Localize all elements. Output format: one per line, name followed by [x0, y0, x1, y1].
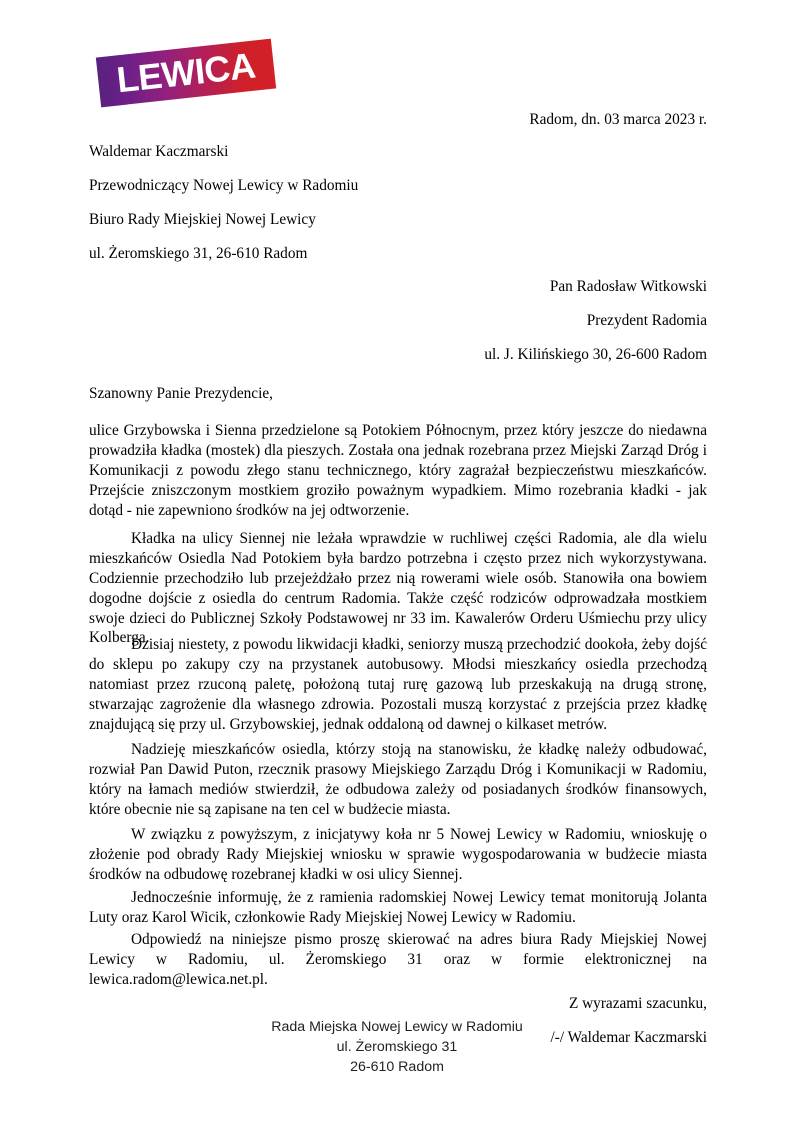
paragraph-5-block	[89, 825, 707, 885]
sender-block	[89, 144, 707, 159]
recipient-role-block	[89, 313, 707, 328]
sender-address-block	[89, 246, 707, 261]
signature-text: /-/ Waldemar Kaczmarski	[550, 1029, 707, 1046]
sender-name: Waldemar Kaczmarski	[89, 143, 229, 160]
paragraph-3-block	[89, 635, 707, 734]
paragraph-3: Dzisiaj niestety, z powodu likwidacji kładki, seniorzy muszą przechodzić dookoła, żeby dojść do sklepu po zakupy czy na przystanek autobusowy. Młodsi mieszkańcy osiedla przechodzą natomiast przez rzuconą paletę, położoną tutaj rurę gazową lub przeskakują na drugą stronę, stwarzając zagrożenie dla własnego zdrowia. Pozostali muszą korzystać z przejścia przez kładkę znajdującą się przy ul. Grzybowskiej, jednak oddaloną od dawnej o kilkaset metrów.	[89, 636, 707, 733]
footer-line-1: Rada Miejska Nowej Lewicy w Radomiu	[271, 1019, 523, 1035]
date-block	[89, 112, 707, 127]
sender-office: Biuro Rady Miejskiej Nowej Lewicy	[89, 211, 316, 228]
recipient-address-block	[89, 347, 707, 362]
footer	[0, 1018, 794, 1078]
paragraph-4: Nadzieję mieszkańców osiedla, którzy stoją na stanowisku, że kładkę należy odbudować, rozwiał Pan Dawid Puton, rzecznik prasowy Miejskiego Zarządu Dróg i Komunikacji w Radomiu, który na łamach mediów stwierdził, że odbudowa zależy od posiadanych środków finansowych, które obecnie nie są zapisane na ten cel w budżecie miasta.	[89, 741, 707, 818]
paragraph-6: Jednocześnie informuję, że z ramienia radomskiej Nowej Lewicy temat monitorują Jolanta Luty oraz Karol Wicik, członkowie Rady Miejskiej Nowej Lewicy w Radomiu.	[89, 889, 707, 926]
sender-role: Przewodniczący Nowej Lewicy w Radomiu	[89, 177, 359, 194]
recipient-role: Prezydent Radomia	[586, 312, 707, 329]
footer-line-2: ul. Żeromskiego 31	[336, 1038, 458, 1055]
logo-wordmark: LEWICA	[114, 44, 258, 101]
paragraph-7-block	[89, 930, 707, 990]
paragraph-7: Odpowiedź na niniejsze pismo proszę skierować na adres biura Rady Miejskiej Nowej Lewicy w Radomiu, ul. Żeromskiego 31 oraz w formie elektronicznej na lewica.radom@lewica.net.pl.	[89, 931, 707, 988]
paragraph-5: W związku z powyższym, z inicjatywy koła nr 5 Nowej Lewicy w Radomiu, wnioskuję o złożenie pod obrady Rady Miejskiej wniosku w sprawie wygospodarowania w budżecie miasta środków na odbudowę rozebranej kładki w osi ulicy Siennej.	[89, 826, 707, 883]
footer-line-3: 26-610 Radom	[350, 1058, 444, 1075]
paragraph-1-block	[89, 421, 707, 520]
recipient-name-block	[89, 279, 707, 294]
sender-role-block	[89, 178, 707, 193]
regards-text: Z wyrazami szacunku,	[568, 995, 707, 1012]
paragraph-6-block	[89, 888, 707, 928]
paragraph-2-block	[89, 529, 707, 648]
lewica-logo	[98, 46, 274, 106]
recipient-name: Pan Radosław Witkowski	[549, 278, 707, 295]
regards-block	[89, 995, 707, 1013]
sender-office-block	[89, 212, 707, 227]
salutation-text: Szanowny Panie Prezydencie,	[89, 385, 273, 402]
sender-address: ul. Żeromskiego 31, 26-610 Radom	[89, 245, 308, 262]
paragraph-4-block	[89, 740, 707, 820]
paragraph-2: Kładka na ulicy Siennej nie leżała wprawdzie w ruchliwej części Radomia, ale dla wielu mieszkańców Osiedla Nad Potokiem była bardzo potrzebna i często przez nich wykorzystywana. Codziennie przechodziło lub przejeżdżało przez nią rowerami wiele osób. Stanowiła ona bowiem dogodne dojście z osiedla do centrum Radomia. Także część rodziców odprowadzała mostkiem swoje dzieci do Publicznej Szkoły Podstawowej nr 33 im. Kawalerów Orderu Uśmiechu przy ulicy Kolberga.	[89, 530, 707, 647]
date-line: Radom, dn. 03 marca 2023 r.	[529, 111, 707, 128]
paragraph-1: ulice Grzybowska i Sienna przedzielone są Potokiem Północnym, przez który jeszcze do niedawna prowadziła kładka (mostek) dla pieszych. Została ona jednak rozebrana przez Miejski Zarząd Dróg i Komunikacji z powodu złego stanu technicznego, który zagrażał bezpieczeństwu mieszkańców. Przejście zniszczonym mostkiem groziło poważnym wypadkiem. Mimo rozebrania kładki - jak dotąd - nie zapewniono środków na jej odtworzenie.	[89, 422, 707, 519]
recipient-address: ul. J. Kilińskiego 30, 26-600 Radom	[484, 346, 707, 363]
salutation-block	[89, 385, 707, 403]
